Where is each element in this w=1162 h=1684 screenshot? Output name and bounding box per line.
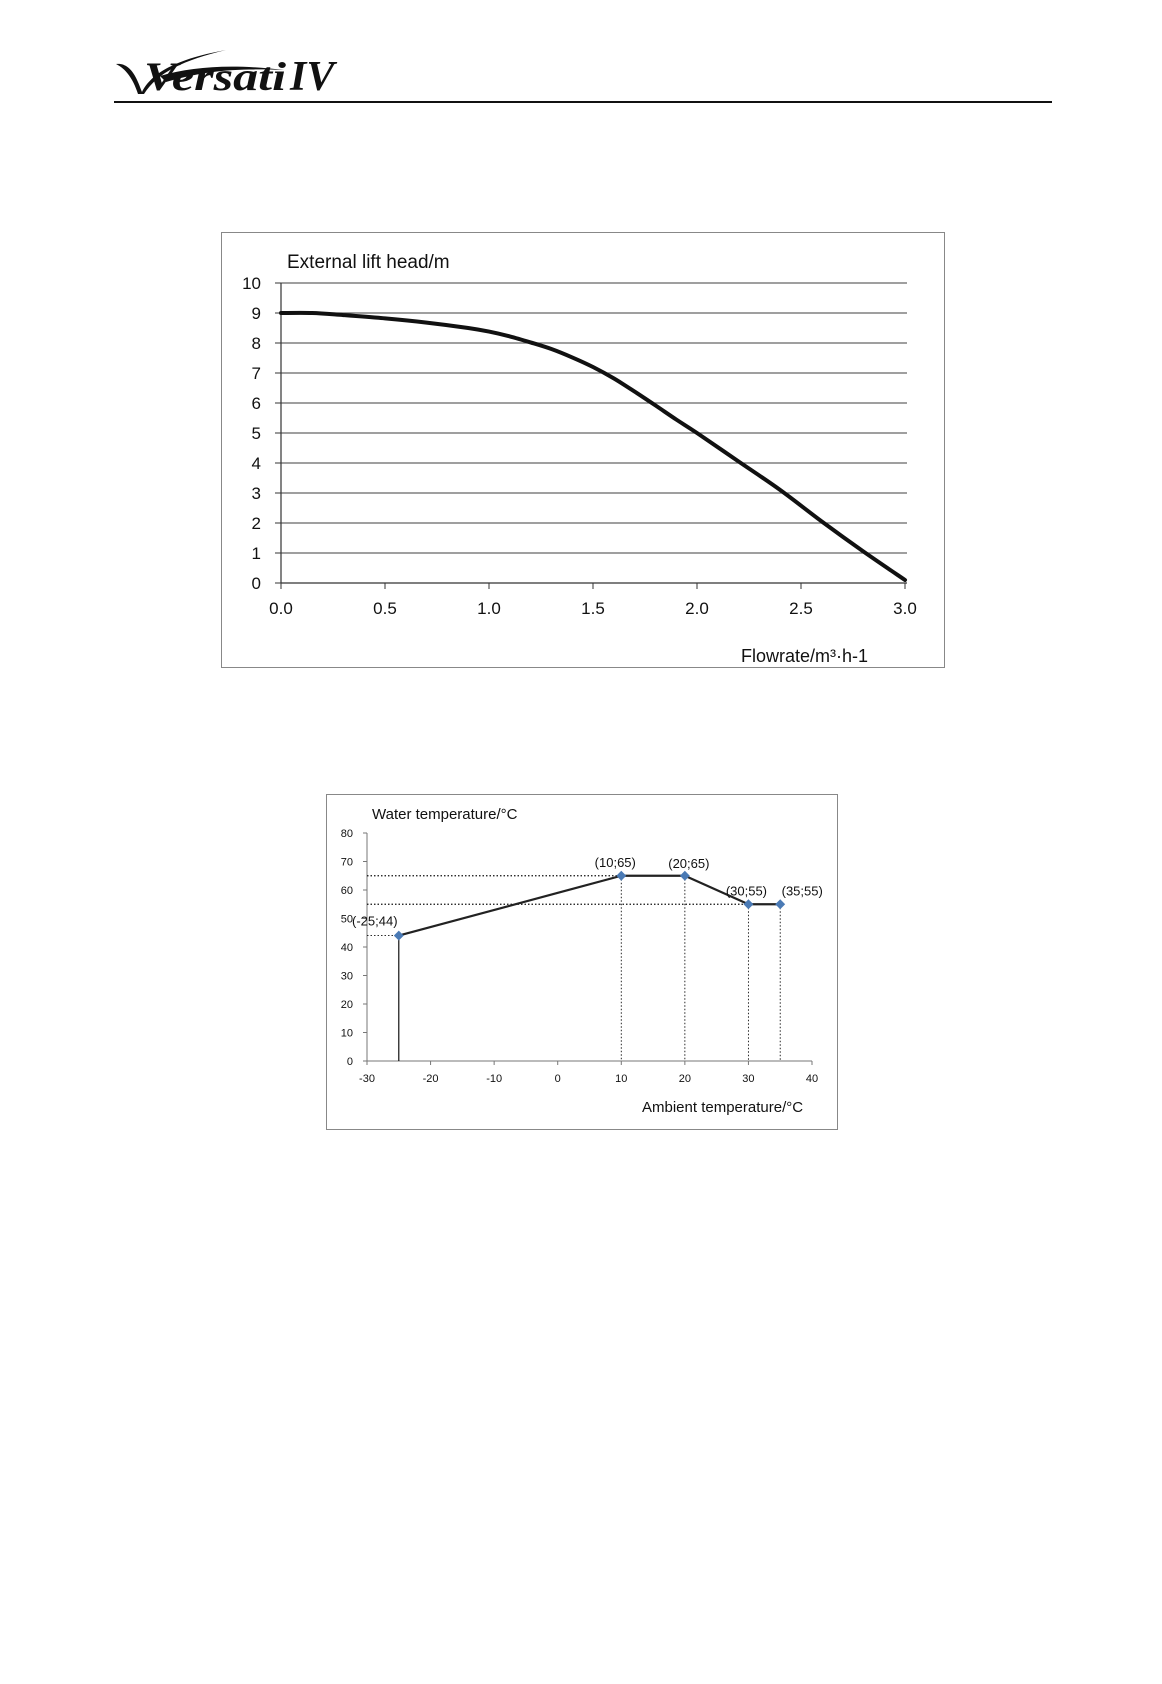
- y-tick-label: 40: [340, 942, 353, 954]
- data-point-label: (20;65): [668, 855, 710, 871]
- y-tick-label: 8: [251, 334, 261, 353]
- header-rule: [114, 101, 1052, 103]
- x-tick-label: 3.0: [893, 599, 917, 618]
- x-tick-label: -10: [486, 1073, 503, 1085]
- x-tick-label: 2.5: [789, 599, 813, 618]
- data-point-label: (30;55): [725, 883, 768, 899]
- y-tick-label: 0: [346, 1056, 353, 1068]
- y-tick-label: 20: [340, 999, 353, 1011]
- y-tick-label: 6: [251, 394, 261, 413]
- x-tick-label: 30: [742, 1073, 755, 1085]
- logo-wordmark: Versati: [144, 54, 286, 98]
- y-tick-label: 10: [242, 274, 261, 293]
- x-tick-label: 0.5: [373, 599, 397, 618]
- y-tick-label: 1: [251, 544, 261, 563]
- x-tick-label: 40: [805, 1073, 819, 1085]
- x-tick-label: 1.5: [581, 599, 605, 618]
- operating-range-chart: [326, 794, 838, 1130]
- y-tick-label: 80: [340, 828, 353, 840]
- y-tick-label: 50: [340, 913, 353, 926]
- y-tick-label: 4: [251, 454, 261, 473]
- chart-frame: [327, 795, 838, 1130]
- data-point-label: (-25;44): [352, 913, 398, 929]
- x-tick-label: 1.0: [477, 599, 501, 618]
- x-tick-label: 2.0: [685, 599, 709, 618]
- chart-title: External lift head/m: [287, 252, 450, 273]
- y-tick-label: 70: [340, 856, 353, 869]
- y-tick-label: 9: [251, 304, 261, 323]
- x-axis-label: Flowrate/m³·h-1: [741, 646, 869, 666]
- x-axis-label: Ambient temperature/°C: [642, 1099, 804, 1116]
- x-tick-label: 20: [678, 1073, 691, 1085]
- y-tick-label: 10: [340, 1027, 353, 1040]
- data-point-label: (10;65): [594, 854, 636, 870]
- chart-title: Water temperature/°C: [372, 806, 518, 823]
- y-tick-label: 7: [251, 364, 261, 383]
- y-tick-label: 5: [251, 424, 261, 443]
- data-point-label: (35;55): [781, 883, 823, 899]
- y-tick-label: 0: [251, 574, 261, 593]
- pump-head-chart: [221, 232, 945, 668]
- x-tick-label: 0: [554, 1073, 561, 1085]
- x-tick-label: -30: [359, 1073, 375, 1085]
- versati-logo: [114, 42, 414, 98]
- y-tick-label: 2: [251, 514, 261, 533]
- y-tick-label: 3: [251, 484, 261, 503]
- y-tick-label: 30: [340, 970, 353, 983]
- x-tick-label: -20: [422, 1073, 439, 1085]
- y-tick-label: 60: [340, 885, 353, 897]
- x-tick-label: 0.0: [269, 599, 293, 618]
- logo-suffix: IV: [290, 54, 335, 98]
- x-tick-label: 10: [615, 1073, 628, 1085]
